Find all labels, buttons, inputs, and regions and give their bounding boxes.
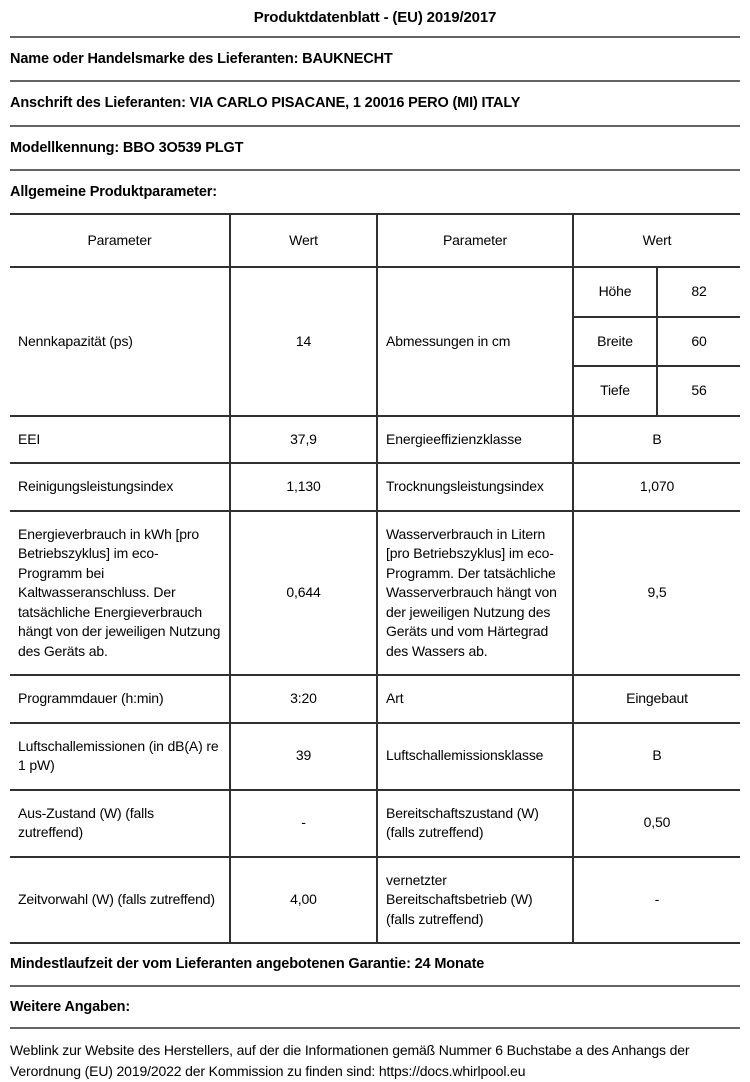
product-parameters-table	[10, 213, 740, 945]
param-cell: Aus-Zustand (W) (falls zutreffend)	[10, 790, 230, 857]
section-heading: Allgemeine Produktparameter:	[10, 184, 217, 200]
param-cell: Programmdauer (h:min)	[10, 675, 230, 723]
col-header-wert-right: Wert	[573, 214, 740, 268]
dim-label-tiefe: Tiefe	[573, 366, 657, 416]
table-row-capacity-dimensions	[10, 267, 740, 317]
dim-label-breite: Breite	[573, 317, 657, 367]
param-cell: Energieeffizienzklasse	[377, 416, 573, 464]
col-header-parameter-left: Parameter	[10, 214, 230, 268]
col-header-parameter-right: Parameter	[377, 214, 573, 268]
col-header-wert-left: Wert	[230, 214, 377, 268]
weblink-url[interactable]: https://docs.whirlpool.eu	[378, 1063, 526, 1079]
address-line: Anschrift des Lieferanten: VIA CARLO PISACANE, 1 20016 PERO (MI) ITALY	[10, 95, 521, 111]
value-cell: 0,644	[230, 511, 377, 676]
dim-value-tiefe: 56	[657, 366, 740, 416]
table-row-delay-networked	[10, 857, 740, 944]
value-cell: 14	[230, 267, 377, 416]
page-title: Produktdatenblatt - (EU) 2019/2017	[253, 9, 497, 26]
param-cell: Nennkapazität (ps)	[10, 267, 230, 416]
weblink-text: Weblink zur Website des Herstellers, auf der die Informationen gemäß Nummer 6 Buchstabe a des Anhangs der Verordnung (EU) 2019/2022 der Kommission zu finden sind:	[10, 1042, 690, 1079]
value-cell: 0,50	[573, 790, 740, 857]
value-cell: 37,9	[230, 416, 377, 464]
table-row-eei	[10, 416, 740, 464]
table-row-duration-type	[10, 675, 740, 723]
value-cell: 4,00	[230, 857, 377, 944]
value-cell: 39	[230, 723, 377, 790]
value-cell: Eingebaut	[573, 675, 740, 723]
table-row-energy-water	[10, 511, 740, 676]
value-cell: -	[230, 790, 377, 857]
value-cell: 3:20	[230, 675, 377, 723]
param-cell: Bereitschaftszustand (W) (falls zutreffend)	[377, 790, 573, 857]
table-row-off-standby	[10, 790, 740, 857]
weblink-paragraph	[10, 1029, 740, 1082]
param-cell: Zeitvorwahl (W) (falls zutreffend)	[10, 857, 230, 944]
param-cell: Trocknungsleistungsindex	[377, 463, 573, 511]
dim-value-hoehe: 82	[657, 267, 740, 317]
value-cell: 1,070	[573, 463, 740, 511]
model-line: Modellkennung: BBO 3O539 PLGT	[10, 139, 244, 156]
param-cell: Luftschallemissionsklasse	[377, 723, 573, 790]
further-info-heading: Weitere Angaben:	[10, 998, 131, 1015]
param-cell: EEI	[10, 416, 230, 464]
value-cell: B	[573, 416, 740, 464]
param-cell: Reinigungsleistungsindex	[10, 463, 230, 511]
param-cell: Energieverbrauch in kWh [pro Betriebszyklus] im eco-Programm bei Kaltwasseranschluss. Der tatsächliche Energieverbrauch hängt von der jeweiligen Nutzung des Geräts ab.	[10, 511, 230, 676]
table-row-cleaning-index	[10, 463, 740, 511]
param-cell: Wasserverbrauch in Litern [pro Betriebszyklus] im eco-Programm. Der tatsächliche Wasserverbrauch hängt von der jeweiligen Nutzung des Geräts und vom Härtegrad des Wassers ab.	[377, 511, 573, 676]
dim-value-breite: 60	[657, 317, 740, 367]
guarantee-line: Mindestlaufzeit der vom Lieferanten angebotenen Garantie: 24 Monate	[10, 956, 485, 972]
table-row-noise	[10, 723, 740, 790]
value-cell: 9,5	[573, 511, 740, 676]
param-cell: Luftschallemissionen (in dB(A) re 1 pW)	[10, 723, 230, 790]
value-cell: B	[573, 723, 740, 790]
table-header-row	[10, 214, 740, 268]
supplier-line: Name oder Handelsmarke des Lieferanten: BAUKNECHT	[10, 50, 393, 67]
value-cell: 1,130	[230, 463, 377, 511]
value-cell: -	[573, 857, 740, 944]
param-cell: Art	[377, 675, 573, 723]
param-cell: Abmessungen in cm	[377, 267, 573, 416]
dim-label-hoehe: Höhe	[573, 267, 657, 317]
param-cell: vernetzter Bereitschaftsbetrieb (W) (falls zutreffend)	[377, 857, 573, 944]
